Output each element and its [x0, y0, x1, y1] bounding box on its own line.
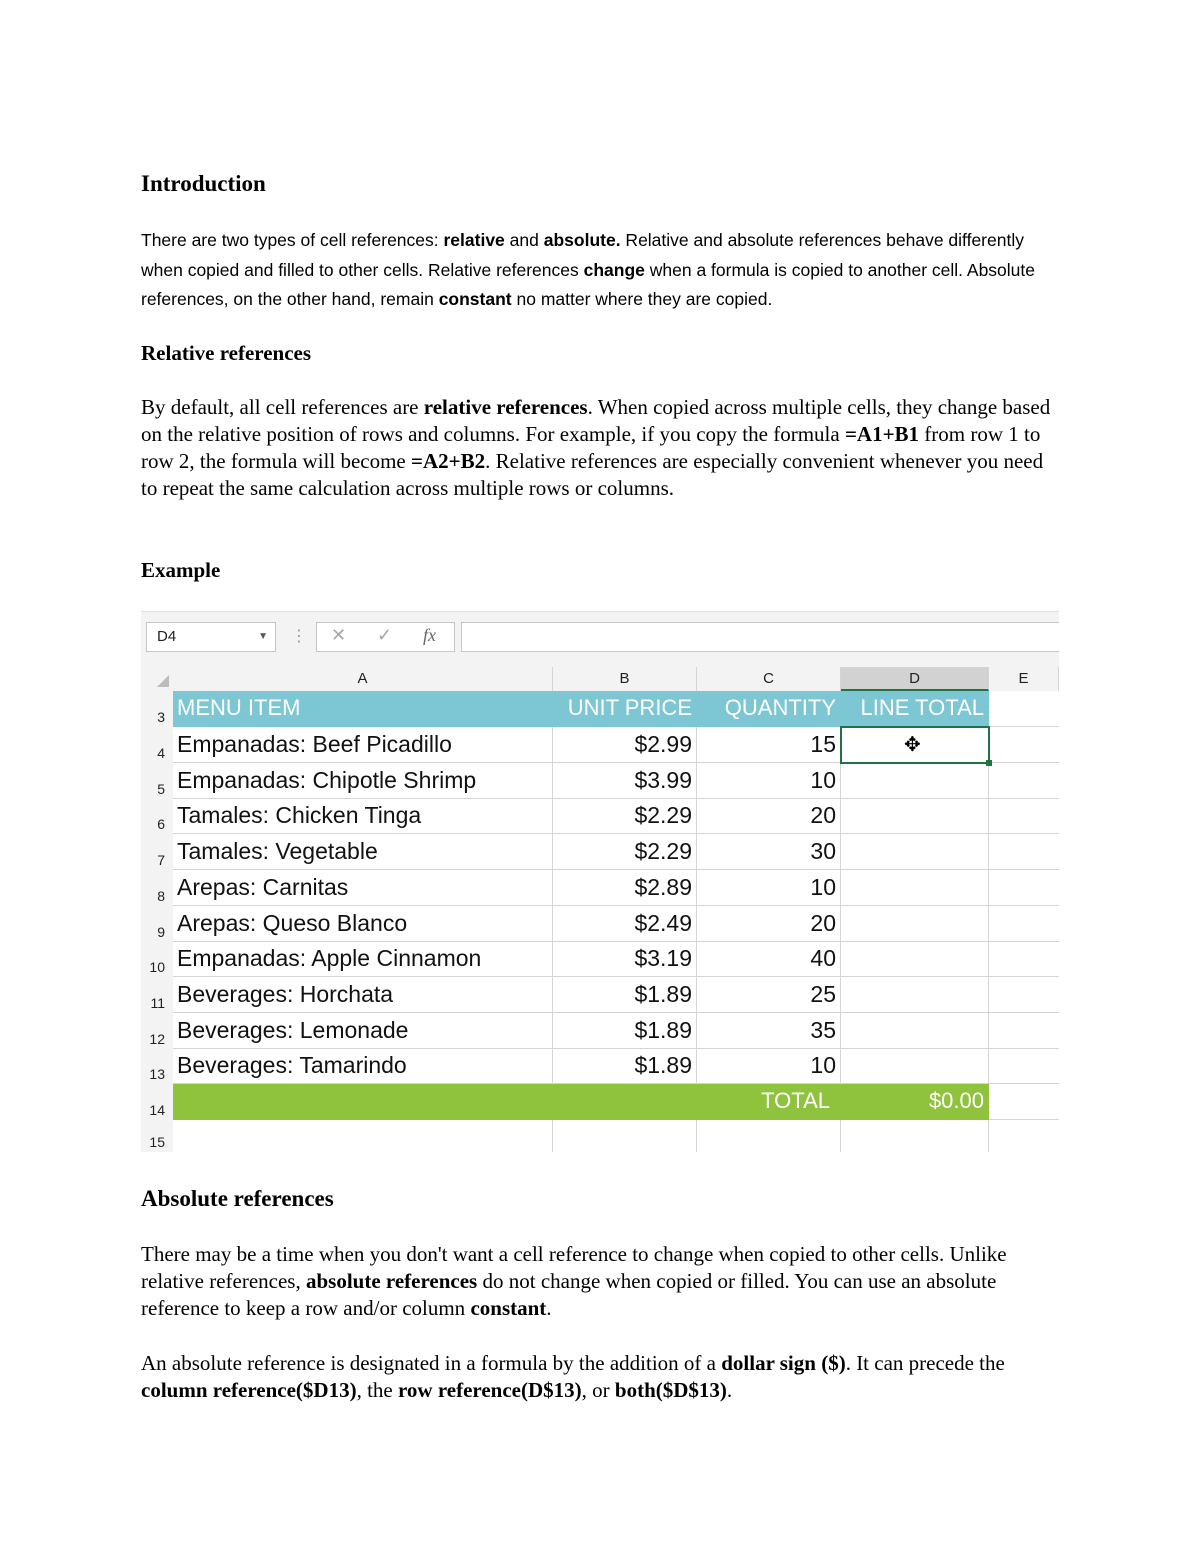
relative-heading: Relative references: [141, 341, 312, 365]
row-number: 7: [157, 852, 165, 869]
cell-d15[interactable]: [841, 1120, 989, 1152]
column-header-c[interactable]: C: [697, 667, 841, 691]
cell-price[interactable]: $2.29: [553, 798, 697, 834]
cell-item[interactable]: Tamales: Chicken Tinga: [173, 798, 553, 834]
cell-price[interactable]: $1.89: [553, 977, 697, 1013]
cell-item[interactable]: Empanadas: Beef Picadillo: [173, 727, 553, 763]
total-value[interactable]: $0.00: [841, 1084, 989, 1120]
cell-price[interactable]: $2.89: [553, 870, 697, 906]
cell-item[interactable]: Empanadas: Chipotle Shrimp: [173, 763, 553, 799]
cell-e[interactable]: [989, 870, 1059, 906]
header-quantity[interactable]: QUANTITY: [697, 691, 841, 727]
cell-e[interactable]: [989, 941, 1059, 977]
row-number: 13: [149, 1066, 165, 1083]
header-line-total[interactable]: LINE TOTAL: [841, 691, 989, 727]
formula-input[interactable]: [461, 622, 1059, 652]
cell-line-total[interactable]: [841, 834, 989, 870]
cell-item[interactable]: Beverages: Horchata: [173, 977, 553, 1013]
cell-e[interactable]: [989, 977, 1059, 1013]
cell-e[interactable]: [989, 1048, 1059, 1084]
row-header[interactable]: [141, 798, 173, 834]
formula-bar: [141, 611, 1059, 667]
cell-e[interactable]: [989, 763, 1059, 799]
cell-e[interactable]: [989, 727, 1059, 763]
column-header-e[interactable]: E: [989, 667, 1059, 691]
spreadsheet-screenshot: [141, 611, 1059, 1152]
cell-line-total[interactable]: [841, 941, 989, 977]
row-number: 8: [157, 887, 165, 904]
cell-qty[interactable]: 20: [697, 798, 841, 834]
select-all-corner[interactable]: [141, 667, 173, 691]
cell-item[interactable]: Beverages: Tamarindo: [173, 1048, 553, 1084]
cell-line-total[interactable]: [841, 1048, 989, 1084]
cell-price[interactable]: $1.89: [553, 1048, 697, 1084]
row-header[interactable]: [141, 941, 173, 977]
row-header[interactable]: [141, 763, 173, 799]
relative-paragraph: By default, all cell references are relative references. When copied across multiple cells, they change based on the relative position of rows and columns. For example, if you copy the formula =A1+B1 from row 1 to row 2, the formula will become =A2+B2. Relative references are especially convenient whenever you need to repeat the same calculation across multiple rows or columns.: [141, 395, 1051, 500]
cell-qty[interactable]: 10: [697, 763, 841, 799]
check-icon[interactable]: ✓: [377, 625, 393, 645]
example-heading: Example: [141, 558, 221, 582]
cell-qty[interactable]: 20: [697, 906, 841, 942]
cell-price[interactable]: $2.29: [553, 834, 697, 870]
intro-heading: Introduction: [141, 171, 266, 196]
cell-e[interactable]: [989, 1013, 1059, 1049]
header-unit-price[interactable]: UNIT PRICE: [553, 691, 697, 727]
cell-item[interactable]: Arepas: Carnitas: [173, 870, 553, 906]
row-header[interactable]: [141, 834, 173, 870]
cell-e[interactable]: [989, 834, 1059, 870]
cell-e[interactable]: [989, 798, 1059, 834]
cell-price[interactable]: $2.99: [553, 727, 697, 763]
cell-qty[interactable]: 40: [697, 941, 841, 977]
cell-item[interactable]: Arepas: Queso Blanco: [173, 906, 553, 942]
cell-qty[interactable]: 30: [697, 834, 841, 870]
cell-line-total[interactable]: [841, 977, 989, 1013]
cell-price[interactable]: $3.19: [553, 941, 697, 977]
total-label[interactable]: TOTAL: [697, 1084, 841, 1120]
cell-qty[interactable]: 15: [697, 727, 841, 763]
more-icon: ⋮: [291, 628, 307, 645]
cell-c15[interactable]: [697, 1120, 841, 1152]
row-number: 9: [157, 923, 165, 940]
cell-qty[interactable]: 10: [697, 870, 841, 906]
cancel-icon[interactable]: ✕: [331, 625, 347, 645]
cell-qty[interactable]: 35: [697, 1013, 841, 1049]
cell-line-total[interactable]: [841, 763, 989, 799]
cell-line-total[interactable]: [841, 798, 989, 834]
row-number: 10: [149, 959, 165, 976]
chevron-down-icon[interactable]: ▼: [258, 631, 268, 642]
cell-price[interactable]: $3.99: [553, 763, 697, 799]
row-header[interactable]: 15: [141, 1120, 173, 1152]
column-header-b[interactable]: B: [553, 667, 697, 691]
row-header[interactable]: [141, 1013, 173, 1049]
row-number: 4: [157, 745, 165, 761]
cell-line-total[interactable]: [841, 906, 989, 942]
column-header-d[interactable]: D: [841, 667, 989, 691]
cell-qty[interactable]: 10: [697, 1048, 841, 1084]
absolute-heading: Absolute references: [141, 1186, 334, 1211]
function-icon[interactable]: fx: [423, 625, 436, 645]
absolute-paragraph-2: An absolute reference is designated in a formula by the addition of a dollar sign ($). It can precede the column reference($D13), the row reference(D$13), or both($D$13).: [141, 1351, 1005, 1402]
fill-handle[interactable]: [986, 760, 992, 766]
header-menu-item[interactable]: MENU ITEM: [173, 691, 553, 727]
row-header[interactable]: [141, 1048, 173, 1084]
cell-b15[interactable]: [553, 1120, 697, 1152]
row-header[interactable]: [141, 870, 173, 906]
cursor-cross-icon: ✥: [904, 734, 921, 756]
cell-line-total[interactable]: [841, 870, 989, 906]
cell-item[interactable]: Beverages: Lemonade: [173, 1013, 553, 1049]
name-box[interactable]: D4 ▼: [146, 622, 276, 652]
cell-e[interactable]: [989, 906, 1059, 942]
row-header[interactable]: [141, 906, 173, 942]
row-header[interactable]: [141, 977, 173, 1013]
cell-item[interactable]: Empanadas: Apple Cinnamon: [173, 941, 553, 977]
row-number: 11: [150, 994, 165, 1011]
column-header-a[interactable]: A: [173, 667, 553, 691]
cell-a15[interactable]: [173, 1120, 553, 1152]
row-header[interactable]: 3: [141, 691, 173, 727]
cell-e14[interactable]: [989, 1084, 1059, 1120]
cell-line-total[interactable]: [841, 1013, 989, 1049]
intro-paragraph: There are two types of cell references: relative and absolute. Relative and absolute references behave differently when copied and filled to other cells. Relative references change when a formula is copied to another cell. Absolute references, on the other hand, remain constant no matter where they are copied.: [141, 230, 1035, 309]
row-number: 12: [149, 1030, 165, 1047]
row-header[interactable]: 14: [141, 1084, 173, 1120]
absolute-paragraph-1: There may be a time when you don't want a cell reference to change when copied to other cells. Unlike relative references, absolute references do not change when copied or filled. You can use an absolute reference to keep a row and/or column constant.: [141, 1242, 1007, 1320]
total-row-b[interactable]: [553, 1084, 697, 1120]
cell-price[interactable]: $2.49: [553, 906, 697, 942]
cell-item[interactable]: Tamales: Vegetable: [173, 834, 553, 870]
cell-e3[interactable]: [989, 691, 1059, 727]
row-header[interactable]: [141, 727, 173, 763]
row-number: 5: [157, 780, 165, 797]
formula-icons: [316, 622, 455, 652]
row-number: 6: [157, 816, 165, 833]
cell-qty[interactable]: 25: [697, 977, 841, 1013]
total-row-a[interactable]: [173, 1084, 553, 1120]
cell-price[interactable]: $1.89: [553, 1013, 697, 1049]
